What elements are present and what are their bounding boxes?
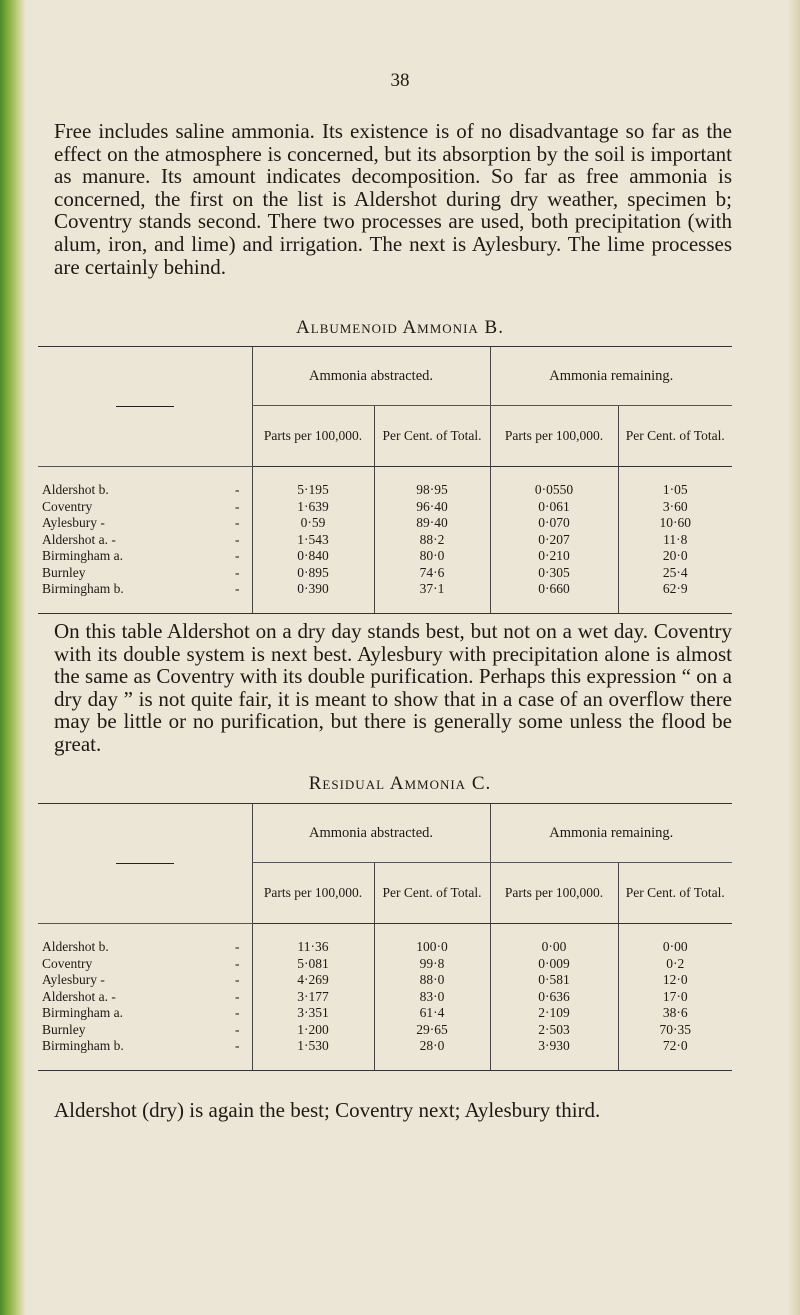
parts-remaining-values [490,467,618,614]
value-cell: 83·0 [419,988,445,1004]
dash: - [235,531,240,547]
place-row [42,548,252,565]
place-name: Birmingham b. [42,1038,124,1054]
value-cell: 5·195 [297,481,329,497]
table-residual-ammonia [38,803,732,1071]
place-row [42,939,252,956]
value-cell: 3·351 [297,1005,329,1021]
group-header-abstracted: Ammonia abstracted. [252,804,490,863]
value-cell: 0·00 [662,938,688,954]
value-cell: 96·40 [416,498,448,514]
paragraph-conclusion: Aldershot (dry) is again the best; Coventry next; Aylesbury third. [54,1098,601,1122]
place-name: Aylesbury - [42,972,105,988]
place-name: Birmingham a. [42,548,123,564]
dash-rule-icon [116,406,174,407]
group-header-abstracted: Ammonia abstracted. [252,347,490,406]
value-cell: 0·581 [538,972,570,988]
dash: - [235,955,240,971]
value-cell: 99·8 [419,955,445,971]
value-cell: 98·95 [416,481,448,497]
value-cell: 70·35 [659,1021,691,1037]
value-cell: 28·0 [419,1038,445,1054]
place-name: Aylesbury - [42,515,105,531]
value-cell: 37·1 [419,581,445,597]
value-cell: 1·530 [297,1038,329,1054]
value-cell: 0·390 [297,581,329,597]
page-edge-right [788,0,800,1315]
value-cell: 1·639 [297,498,329,514]
parts-abstracted-values [252,924,374,1071]
value-cell: 1·543 [297,531,329,547]
place-row [42,1022,252,1039]
value-cell: 0·207 [538,531,570,547]
place-row [42,499,252,516]
value-cell: 0·0550 [534,481,574,497]
percent-remaining-values [618,924,732,1071]
col-parts-abstracted: Parts per 100,000. [252,406,374,467]
stub-column-header [38,347,252,467]
value-cell: 0·2 [666,955,685,971]
value-cell: 0·895 [297,564,329,580]
place-row [42,581,252,598]
place-row [42,1038,252,1055]
place-row [42,989,252,1006]
value-cell: 0·636 [538,988,570,1004]
value-cell: 20·0 [662,548,688,564]
percent-abstracted-values [374,924,490,1071]
place-name: Burnley [42,1021,86,1037]
value-cell: 0·59 [300,515,326,531]
parts-abstracted-values [252,467,374,614]
value-cell: 0·660 [538,581,570,597]
dash: - [235,498,240,514]
value-cell: 10·60 [659,515,691,531]
group-header-remaining: Ammonia remaining. [490,347,732,406]
dash: - [235,581,240,597]
dash: - [235,1005,240,1021]
col-percent-abstracted: Per Cent. of Total. [374,406,490,467]
place-name: Birmingham b. [42,581,124,597]
col-parts-abstracted: Parts per 100,000. [252,863,374,924]
value-cell: 0·009 [538,955,570,971]
value-cell: 80·0 [419,548,445,564]
value-cell: 62·9 [662,581,688,597]
value-cell: 61·4 [419,1005,445,1021]
percent-remaining-values [618,467,732,614]
place-names [38,467,252,614]
value-cell: 2·109 [538,1005,570,1021]
value-cell: 3·60 [662,498,688,514]
col-percent-abstracted: Per Cent. of Total. [374,863,490,924]
value-cell: 25·4 [662,564,688,580]
place-name: Aldershot a. - [42,531,116,547]
value-cell: 5·081 [297,955,329,971]
place-name: Coventry [42,498,93,514]
col-parts-remaining: Parts per 100,000. [490,406,618,467]
dash: - [235,938,240,954]
value-cell: 100·0 [416,938,448,954]
place-row [42,1005,252,1022]
dash: - [235,564,240,580]
place-name: Burnley [42,564,86,580]
place-row [42,972,252,989]
value-cell: 12·0 [662,972,688,988]
value-cell: 89·40 [416,515,448,531]
place-name: Coventry [42,955,93,971]
place-row [42,956,252,973]
value-cell: 1·05 [662,481,688,497]
col-percent-remaining: Per Cent. of Total. [618,863,732,924]
table-albumenoid-ammonia [38,346,732,614]
place-name: Birmingham a. [42,1005,123,1021]
col-parts-remaining: Parts per 100,000. [490,863,618,924]
value-cell: 4·269 [297,972,329,988]
table-b-heading: Albumenoid Ammonia B. [296,317,504,338]
dash: - [235,972,240,988]
dash: - [235,481,240,497]
place-row [42,565,252,582]
paragraph-albumenoid-discussion: On this table Aldershot on a dry day stands best, but not on a wet day. Coventry with its double system is next best. Aylesbury with precipitation alone is almost the same as Coventry with its double purification. Perhaps this expression “ on a dry day ” is not quite fair, it is meant to show that in a case of an overflow there may be little or no purification, but there is generally some unless the flood be great. [54,619,732,756]
paragraph-free-ammonia: Free includes saline ammonia. Its existence is of no disadvantage so far as the effect on the atmosphere is concerned, but its absorption by the soil is important as manure. Its amount indicates decomposition. So far as free ammonia is concerned, the first on the list is Aldershot during dry weather, specimen b; Coventry stands second. There two processes are used, both precipitation (with alum, iron, and lime) and irrigation. The next is Aylesbury. The lime processes are certainly behind. [54,119,732,279]
value-cell: 0·305 [538,564,570,580]
table-c-heading: Residual Ammonia C. [308,773,492,794]
dash: - [235,988,240,1004]
place-name: Aldershot a. - [42,988,116,1004]
col-percent-remaining: Per Cent. of Total. [618,406,732,467]
value-cell: 11·8 [663,531,688,547]
page-edge-left [0,0,26,1315]
value-cell: 72·0 [662,1038,688,1054]
place-names [38,924,252,1071]
value-cell: 88·0 [419,972,445,988]
value-cell: 0·00 [541,938,567,954]
value-cell: 11·36 [297,938,329,954]
value-cell: 1·200 [297,1021,329,1037]
value-cell: 74·6 [419,564,445,580]
place-row [42,482,252,499]
value-cell: 0·840 [297,548,329,564]
value-cell: 17·0 [662,988,688,1004]
value-cell: 2·503 [538,1021,570,1037]
value-cell: 3·177 [297,988,329,1004]
parts-remaining-values [490,924,618,1071]
value-cell: 3·930 [538,1038,570,1054]
stub-column-header [38,804,252,924]
place-name: Aldershot b. [42,938,109,954]
percent-abstracted-values [374,467,490,614]
value-cell: 29·65 [416,1021,448,1037]
group-header-remaining: Ammonia remaining. [490,804,732,863]
dash: - [235,515,240,531]
value-cell: 0·070 [538,515,570,531]
place-row [42,532,252,549]
value-cell: 0·210 [538,548,570,564]
place-row [42,515,252,532]
value-cell: 0·061 [538,498,570,514]
page-number: 38 [390,70,410,91]
dash: - [235,1038,240,1054]
value-cell: 88·2 [419,531,445,547]
place-name: Aldershot b. [42,481,109,497]
dash: - [235,548,240,564]
dash-rule-icon [116,863,174,864]
value-cell: 38·6 [662,1005,688,1021]
dash: - [235,1021,240,1037]
